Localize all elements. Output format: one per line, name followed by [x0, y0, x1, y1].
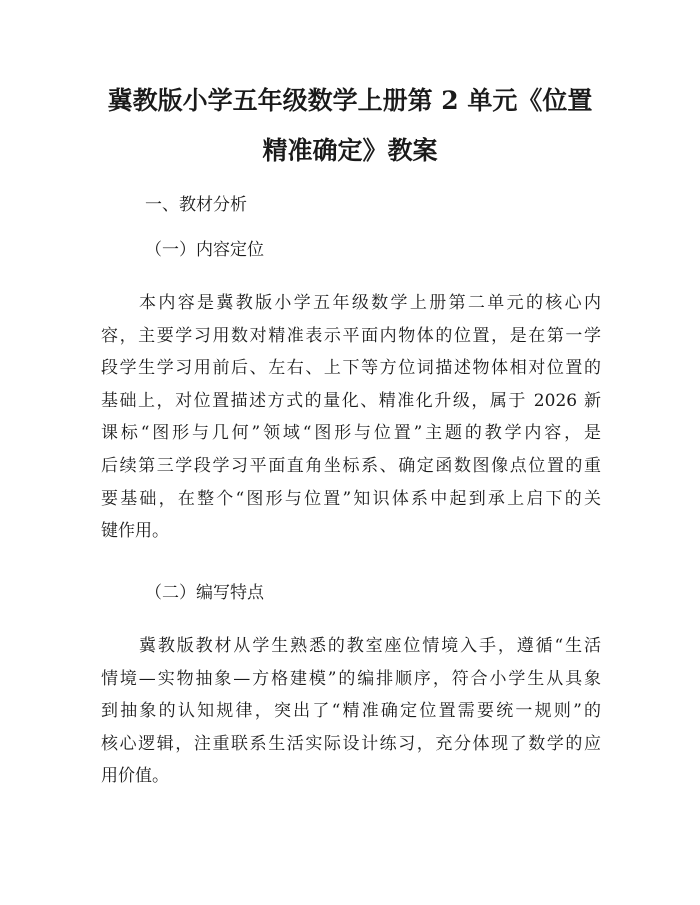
paragraph-line: 段学生学习用前后、左右、上下等方位词描述物体相对位置的 [101, 358, 601, 379]
paragraph-line: 要基础，在整个“图形与位置”知识体系中起到承上启下的关 [101, 488, 601, 509]
paragraph-line: 后续第三学段学习平面直角坐标系、确定函数图像点位置的重 [101, 455, 601, 476]
paragraph-line: 冀教版教材从学生熟悉的教室座位情境入手，遵循“生活 [139, 636, 601, 656]
subsection-heading-content-positioning: （一）内容定位 [145, 240, 264, 260]
subsection-heading-writing-features: （二）编写特点 [145, 583, 264, 603]
document-title-line-2: 精准确定》教案 [262, 136, 438, 165]
paragraph-line: 用价值。 [101, 766, 169, 787]
paragraph-line: 核心逻辑，注重联系生活实际设计练习，充分体现了数学的应 [101, 733, 601, 754]
paragraph-line: 情境—实物抽象—方格建模”的编排顺序，符合小学生从具象 [101, 668, 601, 689]
paragraph-line: 基础上，对位置描述方式的量化、精准化升级，属于 2026 新 [101, 390, 601, 411]
paragraph-line: 课标“图形与几何”领域“图形与位置”主题的教学内容，是 [101, 423, 601, 444]
document-title-line-1: 冀教版小学五年级数学上册第 2 单元《位置 [107, 86, 593, 115]
paragraph-line: 本内容是冀教版小学五年级数学上册第二单元的核心内 [139, 293, 601, 313]
section-heading-textbook-analysis: 一、教材分析 [145, 195, 247, 215]
paragraph-line: 到抽象的认知规律，突出了“精准确定位置需要统一规则”的 [101, 701, 601, 722]
paragraph-writing-features [101, 630, 601, 793]
paragraph-content-positioning [101, 287, 601, 548]
paragraph-line: 容，主要学习用数对精准表示平面内物体的位置，是在第一学 [101, 325, 601, 346]
paragraph-line: 键作用。 [101, 521, 169, 542]
